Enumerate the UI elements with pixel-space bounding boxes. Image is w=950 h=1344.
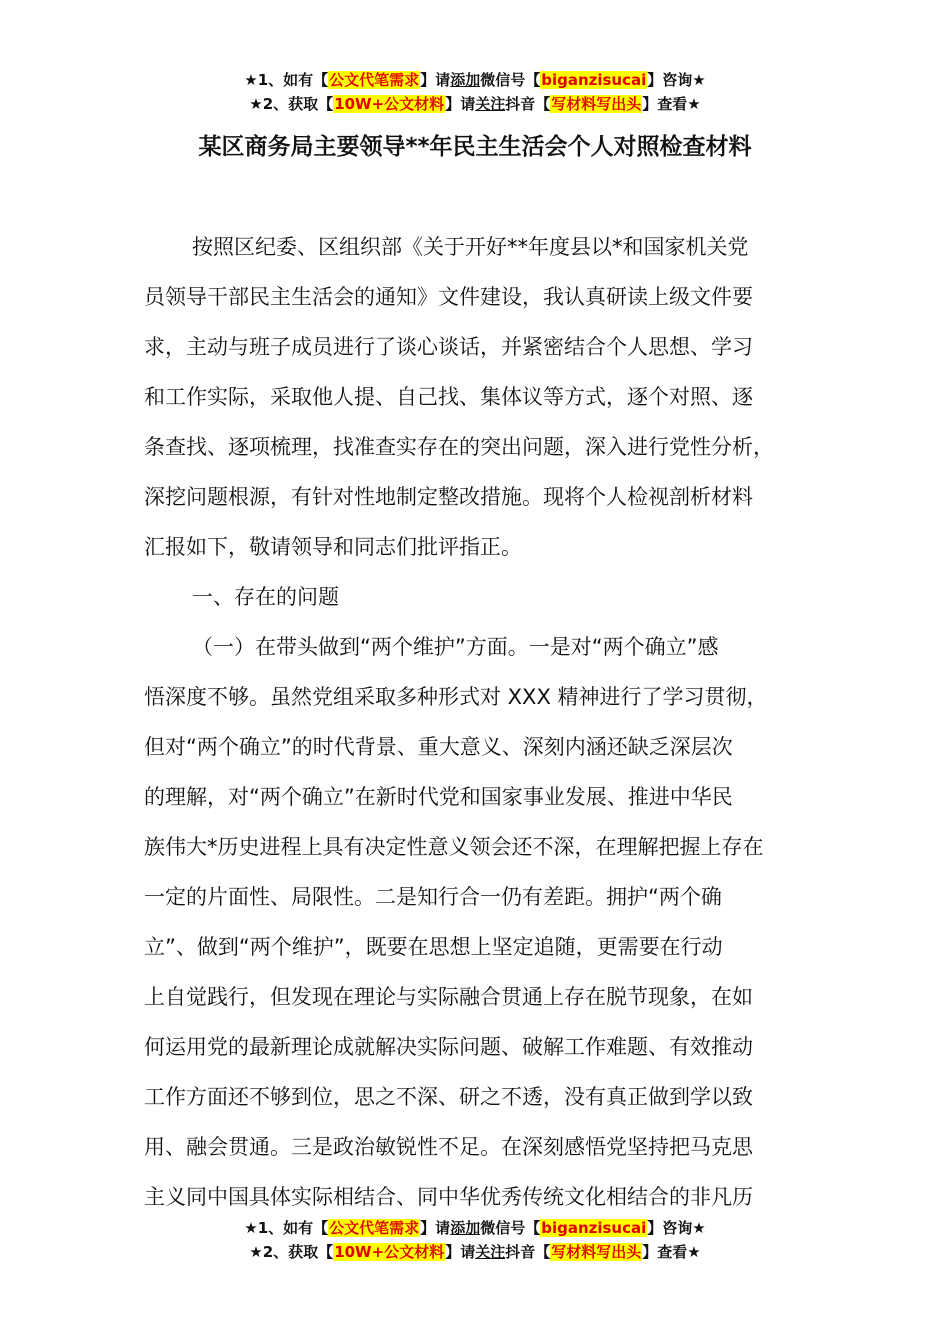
banner-highlight: 公文代笔需求 xyxy=(329,1219,420,1237)
body-line: 何运用党的最新理论成就解决实际问题、破解工作难题、有效推动 xyxy=(144,1035,753,1059)
banner-text: 】请 xyxy=(420,1219,451,1237)
banner-highlight: biganzisucai xyxy=(541,1219,647,1237)
banner-line-2 xyxy=(0,92,950,116)
body-line: 汇报如下，敬请领导和同志们批评指正。 xyxy=(144,535,522,559)
body-line: （一）在带头做到“两个维护”方面。一是对“两个确立”感 xyxy=(192,635,719,659)
banner-highlight: 写材料写出头 xyxy=(551,1243,642,1261)
banner-text: 】查看★ xyxy=(642,1243,701,1261)
body-line: 但对“两个确立”的时代背景、重大意义、深刻内涵还缺乏深层次 xyxy=(144,735,733,759)
banner-text: 】请 xyxy=(420,71,451,89)
body-line: 一定的片面性、局限性。二是知行合一仍有差距。拥护“两个确 xyxy=(144,885,722,909)
banner-text: 】请 xyxy=(445,95,476,113)
body-line: 按照区纪委、区组织部《关于开好**年度县以*和国家机关党 xyxy=(192,235,749,259)
body-line: 立”、做到“两个维护”，既要在思想上坚定追随，更需要在行动 xyxy=(144,935,723,959)
banner-highlight: 10W+公文材料 xyxy=(334,1243,445,1261)
body-line: 条查找、逐项梳理，找准查实存在的突出问题，深入进行党性分析， xyxy=(144,435,774,459)
banner-underlined: 关注 xyxy=(475,95,506,113)
footer-banner xyxy=(0,1216,950,1264)
banner-text: ★1、如有【 xyxy=(244,1219,329,1237)
body-line: 族伟大*历史进程上具有决定性意义领会还不深，在理解把握上存在 xyxy=(144,835,764,859)
banner-text: 】查看★ xyxy=(642,95,701,113)
banner-highlight: 公文代笔需求 xyxy=(329,71,420,89)
banner-line-1 xyxy=(0,68,950,92)
banner-highlight: 写材料写出头 xyxy=(551,95,642,113)
banner-text: 抖音【 xyxy=(505,1243,551,1261)
body-line: 的理解，对“两个确立”在新时代党和国家事业发展、推进中华民 xyxy=(144,785,733,809)
body-line: 员领导干部民主生活会的通知》文件建设，我认真研读上级文件要 xyxy=(144,285,753,309)
banner-text: 】请 xyxy=(445,1243,476,1261)
body-line: 上自觉践行，但发现在理论与实际融合贯通上存在脱节现象，在如 xyxy=(144,985,753,1009)
banner-text: 微信号【 xyxy=(480,1219,541,1237)
banner-line-2 xyxy=(0,1240,950,1264)
banner-highlight: 10W+公文材料 xyxy=(334,95,445,113)
header-banner xyxy=(0,68,950,116)
banner-text: 微信号【 xyxy=(480,71,541,89)
banner-highlight: biganzisucai xyxy=(541,71,647,89)
document-title: 某区商务局主要领导**年民主生活会个人对照检查材料 xyxy=(198,134,752,160)
banner-underlined: 关注 xyxy=(475,1243,506,1261)
banner-line-1 xyxy=(0,1216,950,1240)
banner-text: 】咨询★ xyxy=(647,1219,706,1237)
section-heading: 一、存在的问题 xyxy=(192,585,339,609)
body-line: 主义同中国具体实际相结合、同中华优秀传统文化相结合的非凡历 xyxy=(144,1185,753,1209)
banner-text: ★2、获取【 xyxy=(249,95,334,113)
banner-underlined: 添加 xyxy=(450,1219,481,1237)
body-line: 求，主动与班子成员进行了谈心谈话，并紧密结合个人思想、学习 xyxy=(144,335,753,359)
body-line: 和工作实际，采取他人提、自己找、集体议等方式，逐个对照、逐 xyxy=(144,385,753,409)
banner-text: 】咨询★ xyxy=(647,71,706,89)
banner-text: ★2、获取【 xyxy=(249,1243,334,1261)
body-line: 工作方面还不够到位，思之不深、研之不透，没有真正做到学以致 xyxy=(144,1085,753,1109)
banner-text: 抖音【 xyxy=(505,95,551,113)
banner-text: ★1、如有【 xyxy=(244,71,329,89)
document-body xyxy=(144,222,812,1222)
body-line: 用、融会贯通。三是政治敏锐性不足。在深刻感悟党坚持把马克思 xyxy=(144,1135,753,1159)
body-line: 悟深度不够。虽然党组采取多种形式对 XXX 精神进行了学习贯彻， xyxy=(144,685,768,709)
banner-underlined: 添加 xyxy=(450,71,481,89)
body-line: 深挖问题根源，有针对性地制定整改措施。现将个人检视剖析材料 xyxy=(144,485,753,509)
